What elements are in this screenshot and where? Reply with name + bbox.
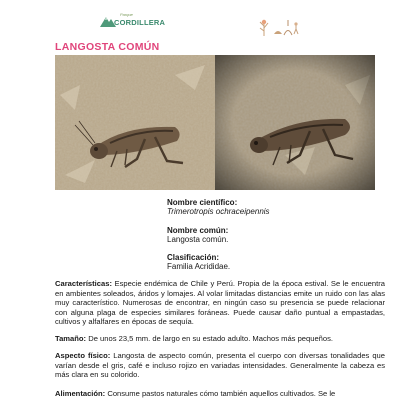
scientific-name-label: Nombre científico:: [167, 198, 238, 207]
logo-main-text: CORDILLERA: [114, 18, 166, 27]
logo-small-text: Parque: [120, 12, 133, 17]
alimentacion-paragraph: [55, 389, 385, 399]
scientific-name-value: Trimerotropis ochraceipennis: [167, 207, 270, 217]
caracteristicas-paragraph: [55, 279, 385, 327]
classification-block: [167, 253, 387, 272]
photo-left: [55, 55, 215, 190]
page-title: LANGOSTA COMÚN: [55, 41, 160, 53]
alimentacion-label: Alimentación:: [55, 389, 106, 398]
common-name-value: Langosta común.: [167, 235, 229, 245]
page-header: [0, 0, 400, 40]
classification-value: Familia Acrididae.: [167, 262, 231, 272]
grasshopper-photos: [55, 55, 375, 190]
classification-label: Clasificación:: [167, 253, 220, 262]
tamano-paragraph: [55, 334, 385, 344]
common-name-block: [167, 226, 387, 245]
caracteristicas-label: Características:: [55, 279, 112, 288]
caracteristicas-text: Especie endémica de Chile y Perú. Propia de la época estival. Se le encuentra en ambientes soleados, áridos y lomajes. Al volar limitadas distancias emite un ruido con las alas muy característico. Numerosas de encontrar, en ningún caso su presencia se puede relacionar con alguna plaga de especies similares foráneas. Puede causar daño puntual a empastadas, cultivos y alfalfares en épocas de sequía.: [55, 279, 385, 327]
aspecto-paragraph: [55, 351, 385, 380]
tamano-label: Tamaño:: [55, 334, 87, 343]
aspecto-text: Langosta de aspecto común, presenta el cuerpo con diversas tonalidades que varían desde el gris, café e incluso rojizo en variadas intensidades. Generalmente la cabeza es más clara en su colorido.: [55, 351, 385, 380]
photo-right: [215, 55, 375, 190]
alimentacion-text: Consume pastos naturales cómo también aquellos cultivados. Se le: [105, 389, 336, 398]
tamano-text: De unos 23,5 mm. de largo en su estado adulto. Machos más pequeños.: [86, 334, 334, 343]
cordillera-logo: [100, 12, 180, 36]
scientific-name-block: [167, 198, 387, 217]
aspecto-label: Aspecto físico:: [55, 351, 111, 360]
decorative-flora-fauna-icon: [258, 14, 302, 38]
common-name-label: Nombre común:: [167, 226, 229, 235]
